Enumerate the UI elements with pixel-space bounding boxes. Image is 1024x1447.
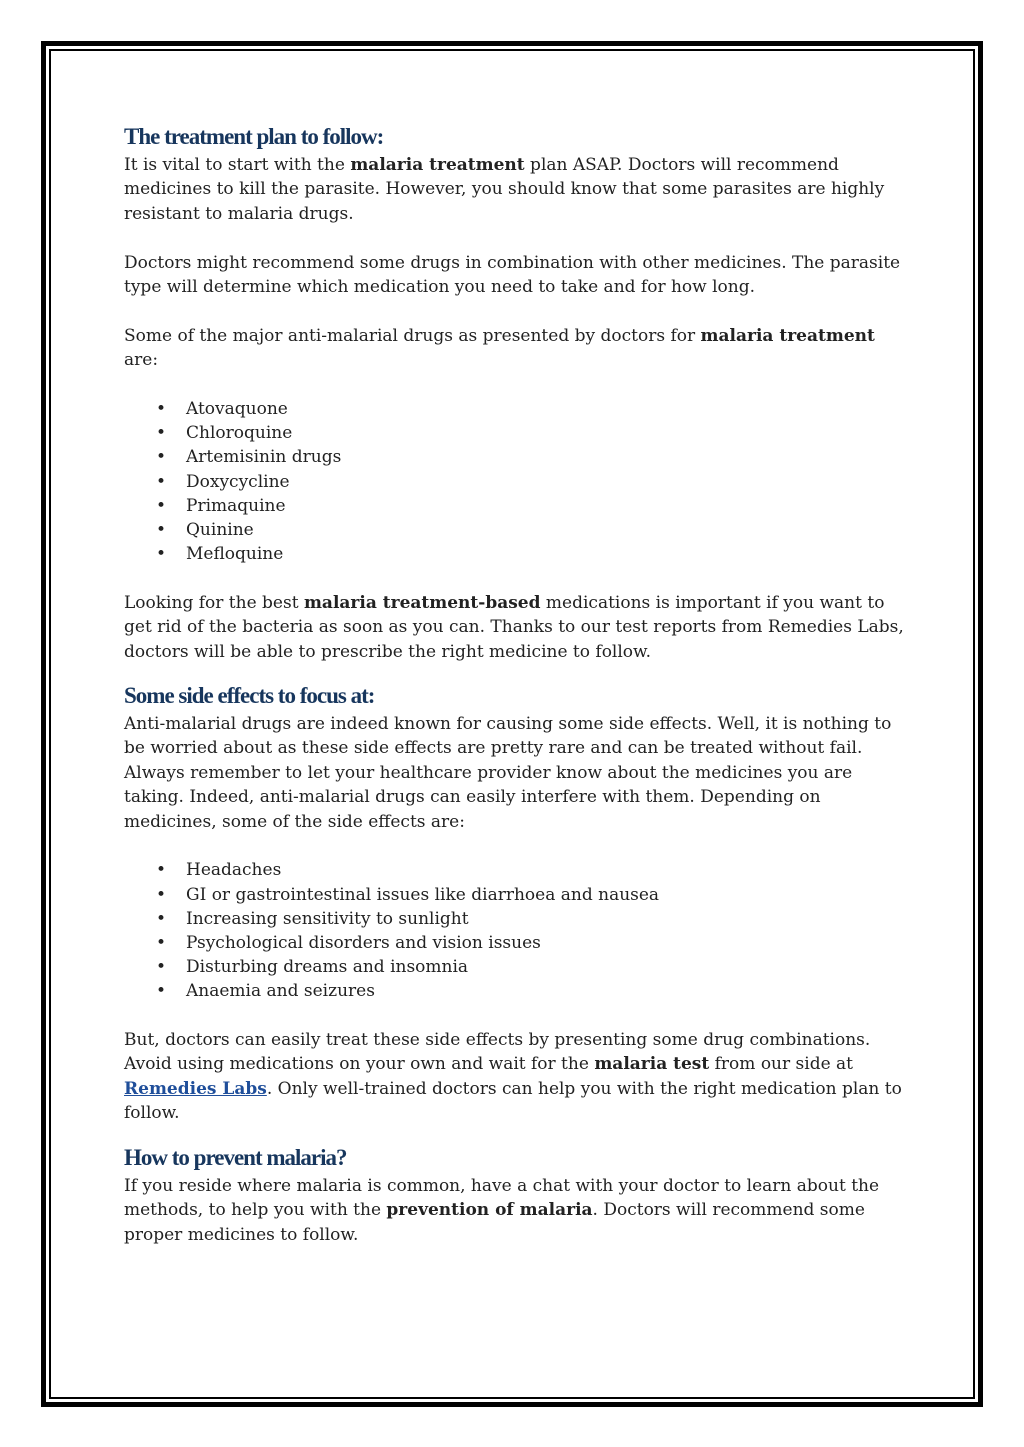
bullet-icon: • xyxy=(156,908,167,929)
list-item: • Chloroquine xyxy=(124,421,904,445)
heading-treatment-plan: The treatment plan to follow: xyxy=(124,124,384,149)
remedies-labs-link[interactable]: Remedies Labs xyxy=(124,1078,267,1099)
bullet-icon: • xyxy=(156,957,167,978)
list-item: • Psychological disorders and vision issues xyxy=(124,931,904,955)
treatment-paragraph-4: Looking for the best malaria treatment-based medications is important if you want to get rid of the bacteria as soon as you can. Thanks to our test reports from Remedies Labs, doctors will be able to prescribe the right medicine to follow. xyxy=(124,592,904,662)
list-item: • Atovaquone xyxy=(124,397,904,421)
treatment-paragraph-3: Some of the major anti-malarial drugs as presented by doctors for malaria treatment are: xyxy=(124,325,875,371)
list-item: • Mefloquine xyxy=(124,542,904,566)
list-item: • Artemisinin drugs xyxy=(124,445,904,469)
bullet-icon: • xyxy=(156,933,167,954)
bullet-icon: • xyxy=(156,981,167,1002)
list-item: • GI or gastrointestinal issues like diarrhoea and nausea xyxy=(124,883,904,907)
treatment-paragraph-1: It is vital to start with the malaria treatment plan ASAP. Doctors will recommend medicines to kill the parasite. However, you should know that some parasites are highly resistant to malaria drugs. xyxy=(124,155,885,224)
heading-prevent-malaria: How to prevent malaria? xyxy=(124,1144,347,1170)
bullet-icon: • xyxy=(156,423,167,444)
side-effects-paragraph-1: Anti-malarial drugs are indeed known for causing some side effects. Well, it is nothing to be worried about as these side effects are pretty rare and can be treated without fail. Always remember to let your healthcare provider know about the medicines you are taking. Indeed, anti-malarial drugs can easily interfere with them. Depending on medicines, some of the side effects are: xyxy=(124,714,892,832)
list-item: • Increasing sensitivity to sunlight xyxy=(124,907,904,931)
bullet-icon: • xyxy=(156,860,167,881)
list-item: • Primaquine xyxy=(124,494,904,518)
bullet-icon: • xyxy=(156,399,167,420)
side-effects-list xyxy=(124,858,904,1003)
treatment-paragraph-2: Doctors might recommend some drugs in combination with other medicines. The parasite type will determine which medication you need to take and for how long. xyxy=(124,252,901,298)
list-item: • Doxycycline xyxy=(124,470,904,494)
list-item: • Anaemia and seizures xyxy=(124,979,904,1003)
side-effects-paragraph-2: But, doctors can easily treat these side effects by presenting some drug combinations. Avoid using medications on your own and wait for the malaria test from our side at Remedies Labs. Only well-trained doctors can help you with the right medication plan to follow. xyxy=(124,1030,902,1124)
list-item: • Quinine xyxy=(124,518,904,542)
bullet-icon: • xyxy=(156,447,167,468)
prevent-paragraph-1: If you reside where malaria is common, have a chat with your doctor to learn about the methods, to help you with the prevention of malaria. Doctors will recommend some proper medicines to follow. xyxy=(124,1175,880,1245)
bullet-icon: • xyxy=(156,520,167,541)
document-body xyxy=(124,121,904,1247)
list-item: • Disturbing dreams and insomnia xyxy=(124,955,904,979)
bullet-icon: • xyxy=(156,884,167,905)
bullet-icon: • xyxy=(156,495,167,516)
heading-side-effects: Some side effects to focus at: xyxy=(124,683,375,709)
bullet-icon: • xyxy=(156,544,167,565)
bullet-icon: • xyxy=(156,471,167,492)
drug-list xyxy=(124,397,904,566)
list-item: • Headaches xyxy=(124,858,904,882)
